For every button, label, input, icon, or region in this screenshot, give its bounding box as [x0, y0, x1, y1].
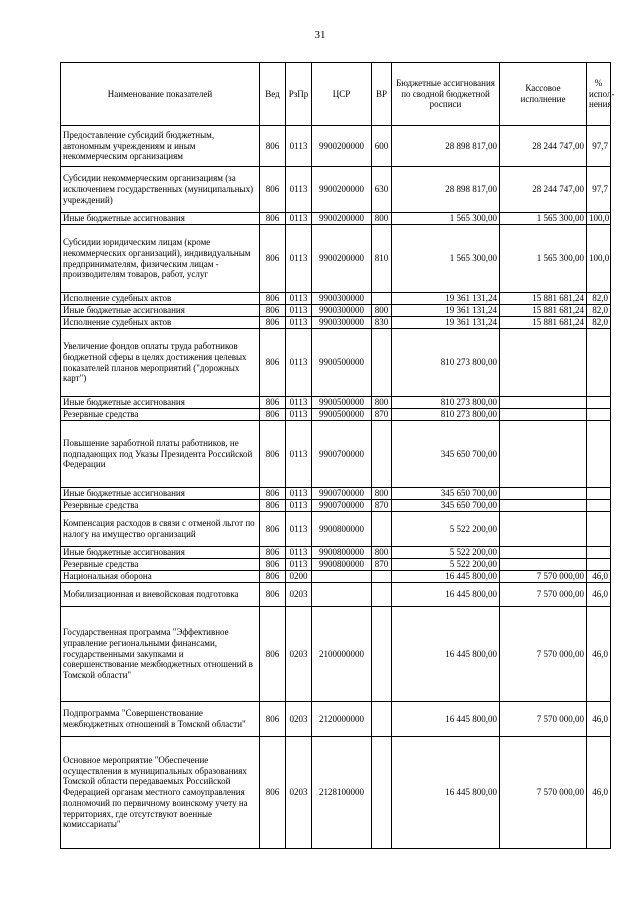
cell-rzpr: 0113 — [286, 397, 312, 409]
cell-rzpr: 0113 — [286, 500, 312, 512]
cell-name: Подпрограмма "Совершенствование межбюджетных отношений в Томской области" — [61, 702, 260, 737]
cell-ved: 806 — [260, 583, 286, 607]
cell-rzpr: 0113 — [286, 225, 312, 293]
cell-cash-execution: 1 565 300,00 — [500, 213, 587, 225]
cell-cash-execution: 7 570 000,00 — [500, 571, 587, 583]
cell-percent: 100,0 — [587, 213, 611, 225]
cell-ved: 806 — [260, 329, 286, 397]
cell-ved: 806 — [260, 737, 286, 849]
table-row — [61, 305, 611, 317]
cell-ved: 806 — [260, 293, 286, 305]
cell-percent: 46,0 — [587, 571, 611, 583]
cell-cash-execution: 7 570 000,00 — [500, 583, 587, 607]
header-name: Наименование показателей — [61, 63, 260, 126]
cell-percent — [587, 488, 611, 500]
cell-name: Субсидии юридическим лицам (кроме некоммерческих организаций), индивидуальным предпринимателям, физическим лицам - производителям товаров, работ, услуг — [61, 225, 260, 293]
cell-ved: 806 — [260, 559, 286, 571]
cell-name: Резервные средства — [61, 500, 260, 512]
cell-rzpr: 0203 — [286, 607, 312, 702]
cell-csr: 9900500000 — [312, 409, 372, 421]
cell-cash-execution — [500, 409, 587, 421]
cell-name: Мобилизационная и вневойсковая подготовка — [61, 583, 260, 607]
cell-allocations: 16 445 800,00 — [392, 702, 500, 737]
cell-vr — [372, 583, 392, 607]
cell-allocations: 1 565 300,00 — [392, 225, 500, 293]
cell-csr: 9900700000 — [312, 421, 372, 488]
cell-cash-execution — [500, 547, 587, 559]
cell-csr — [312, 583, 372, 607]
table-row — [61, 488, 611, 500]
cell-name: Исполнение судебных актов — [61, 293, 260, 305]
cell-allocations: 19 361 131,24 — [392, 293, 500, 305]
cell-name: Резервные средства — [61, 409, 260, 421]
cell-cash-execution — [500, 329, 587, 397]
cell-percent: 82,0 — [587, 317, 611, 329]
table-row — [61, 737, 611, 849]
cell-allocations: 810 273 800,00 — [392, 329, 500, 397]
cell-rzpr: 0203 — [286, 583, 312, 607]
cell-allocations: 28 898 817,00 — [392, 167, 500, 213]
cell-allocations: 810 273 800,00 — [392, 409, 500, 421]
cell-cash-execution: 15 881 681,24 — [500, 305, 587, 317]
cell-vr: 800 — [372, 213, 392, 225]
cell-allocations: 16 445 800,00 — [392, 571, 500, 583]
cell-allocations: 345 650 700,00 — [392, 488, 500, 500]
cell-csr: 9900500000 — [312, 397, 372, 409]
header-csr: ЦСР — [312, 63, 372, 126]
cell-csr — [312, 571, 372, 583]
cell-allocations: 5 522 200,00 — [392, 547, 500, 559]
table-row — [61, 225, 611, 293]
cell-vr — [372, 607, 392, 702]
cell-vr: 800 — [372, 305, 392, 317]
cell-rzpr: 0113 — [286, 167, 312, 213]
cell-cash-execution — [500, 559, 587, 571]
cell-vr: 800 — [372, 397, 392, 409]
cell-csr: 9900300000 — [312, 293, 372, 305]
table-row — [61, 583, 611, 607]
cell-csr: 2120000000 — [312, 702, 372, 737]
cell-cash-execution — [500, 488, 587, 500]
cell-name: Иные бюджетные ассигнования — [61, 488, 260, 500]
cell-allocations: 810 273 800,00 — [392, 397, 500, 409]
cell-allocations: 28 898 817,00 — [392, 126, 500, 167]
cell-cash-execution: 7 570 000,00 — [500, 702, 587, 737]
cell-rzpr: 0203 — [286, 702, 312, 737]
cell-name: Резервные средства — [61, 559, 260, 571]
cell-name: Основное мероприятие "Обеспечение осуществления в муниципальных образованиях Томской области передаваемых Российской Федерацией органам местного самоуправления полномочий по первичному воинскому учету на территориях, где отсутствуют военные комиссариаты" — [61, 737, 260, 849]
cell-rzpr: 0203 — [286, 737, 312, 849]
cell-percent — [587, 559, 611, 571]
cell-csr: 9900200000 — [312, 126, 372, 167]
cell-rzpr: 0113 — [286, 213, 312, 225]
cell-name: Субсидии некоммерческим организациям (за исключением государственных (муниципальных) учреждений) — [61, 167, 260, 213]
cell-vr: 630 — [372, 167, 392, 213]
table-row — [61, 512, 611, 547]
cell-cash-execution — [500, 421, 587, 488]
table-header-row — [61, 63, 611, 126]
cell-allocations: 16 445 800,00 — [392, 737, 500, 849]
cell-cash-execution: 7 570 000,00 — [500, 607, 587, 702]
cell-percent — [587, 329, 611, 397]
cell-csr: 2100000000 — [312, 607, 372, 702]
cell-vr: 870 — [372, 500, 392, 512]
cell-csr: 9900800000 — [312, 547, 372, 559]
table-row — [61, 607, 611, 702]
table-row — [61, 329, 611, 397]
cell-vr: 870 — [372, 559, 392, 571]
cell-ved: 806 — [260, 213, 286, 225]
cell-cash-execution — [500, 397, 587, 409]
table-row — [61, 500, 611, 512]
cell-ved: 806 — [260, 225, 286, 293]
cell-rzpr: 0113 — [286, 293, 312, 305]
table-row — [61, 702, 611, 737]
cell-rzpr: 0113 — [286, 329, 312, 397]
cell-allocations: 345 650 700,00 — [392, 500, 500, 512]
cell-allocations: 345 650 700,00 — [392, 421, 500, 488]
cell-name: Исполнение судебных актов — [61, 317, 260, 329]
header-cash-execution: Кассовое исполнение — [500, 63, 587, 126]
cell-vr — [372, 737, 392, 849]
cell-percent — [587, 512, 611, 547]
cell-ved: 806 — [260, 409, 286, 421]
cell-percent: 46,0 — [587, 737, 611, 849]
cell-percent — [587, 397, 611, 409]
cell-rzpr: 0113 — [286, 317, 312, 329]
cell-ved: 806 — [260, 512, 286, 547]
cell-vr — [372, 421, 392, 488]
header-rzpr: РзПр — [286, 63, 312, 126]
table-body — [61, 126, 611, 849]
cell-ved: 806 — [260, 126, 286, 167]
header-vr: ВР — [372, 63, 392, 126]
cell-name: Компенсация расходов в связи с отменой льгот по налогу на имущество организаций — [61, 512, 260, 547]
cell-ved: 806 — [260, 421, 286, 488]
cell-csr: 9900500000 — [312, 329, 372, 397]
cell-name: Национальная оборона — [61, 571, 260, 583]
cell-csr: 9900800000 — [312, 559, 372, 571]
table-row — [61, 421, 611, 488]
cell-rzpr: 0200 — [286, 571, 312, 583]
cell-csr: 9900200000 — [312, 225, 372, 293]
cell-percent — [587, 421, 611, 488]
cell-rzpr: 0113 — [286, 559, 312, 571]
cell-ved: 806 — [260, 607, 286, 702]
cell-allocations: 19 361 131,24 — [392, 317, 500, 329]
page-number: 31 — [314, 29, 326, 41]
cell-allocations: 5 522 200,00 — [392, 559, 500, 571]
cell-name: Предоставление субсидий бюджетным, автономным учреждениям и иным некоммерческим организациям — [61, 126, 260, 167]
cell-ved: 806 — [260, 547, 286, 559]
table-row — [61, 213, 611, 225]
cell-allocations: 5 522 200,00 — [392, 512, 500, 547]
cell-csr: 9900200000 — [312, 167, 372, 213]
cell-allocations: 19 361 131,24 — [392, 305, 500, 317]
cell-ved: 806 — [260, 488, 286, 500]
cell-rzpr: 0113 — [286, 421, 312, 488]
cell-ved: 806 — [260, 500, 286, 512]
cell-percent: 46,0 — [587, 607, 611, 702]
cell-name: Государственная программа "Эффективное управление региональными финансами, государственными закупками и совершенствование межбюджетных отношений в Томской области" — [61, 607, 260, 702]
budget-table — [60, 62, 615, 849]
cell-cash-execution: 15 881 681,24 — [500, 317, 587, 329]
cell-csr: 9900700000 — [312, 488, 372, 500]
cell-rzpr: 0113 — [286, 409, 312, 421]
cell-vr — [372, 512, 392, 547]
cell-percent: 82,0 — [587, 305, 611, 317]
cell-percent: 97,7 — [587, 126, 611, 167]
cell-percent — [587, 547, 611, 559]
cell-allocations: 16 445 800,00 — [392, 607, 500, 702]
cell-name: Иные бюджетные ассигнования — [61, 213, 260, 225]
cell-name: Увеличение фондов оплаты труда работников бюджетной сферы в целях достижения целевых показателей планов мероприятий ("дорожных карт") — [61, 329, 260, 397]
table-row — [61, 547, 611, 559]
cell-vr: 800 — [372, 488, 392, 500]
cell-cash-execution: 28 244 747,00 — [500, 167, 587, 213]
cell-ved: 806 — [260, 702, 286, 737]
cell-vr: 600 — [372, 126, 392, 167]
cell-percent: 97,7 — [587, 167, 611, 213]
cell-vr — [372, 329, 392, 397]
cell-rzpr: 0113 — [286, 305, 312, 317]
cell-cash-execution — [500, 512, 587, 547]
cell-csr: 9900300000 — [312, 305, 372, 317]
cell-vr: 810 — [372, 225, 392, 293]
cell-csr: 9900300000 — [312, 317, 372, 329]
table-row — [61, 167, 611, 213]
cell-percent: 82,0 — [587, 293, 611, 305]
table-row — [61, 559, 611, 571]
cell-cash-execution: 7 570 000,00 — [500, 737, 587, 849]
cell-cash-execution — [500, 500, 587, 512]
cell-rzpr: 0113 — [286, 547, 312, 559]
cell-rzpr: 0113 — [286, 126, 312, 167]
header-ved: Вед — [260, 63, 286, 126]
cell-csr: 2128100000 — [312, 737, 372, 849]
table-row — [61, 317, 611, 329]
cell-csr: 9900800000 — [312, 512, 372, 547]
cell-percent: 46,0 — [587, 702, 611, 737]
cell-name: Иные бюджетные ассигнования — [61, 397, 260, 409]
cell-name: Иные бюджетные ассигнования — [61, 547, 260, 559]
cell-vr — [372, 293, 392, 305]
cell-ved: 806 — [260, 571, 286, 583]
cell-vr — [372, 702, 392, 737]
header-allocations: Бюджетные ассигнования по сводной бюджетной росписи — [392, 63, 500, 126]
cell-name: Повышение заработной платы работников, не подпадающих под Указы Президента Российской Федерации — [61, 421, 260, 488]
cell-allocations: 1 565 300,00 — [392, 213, 500, 225]
cell-ved: 806 — [260, 317, 286, 329]
header-percent: % испол-нения — [587, 63, 611, 126]
cell-vr — [372, 571, 392, 583]
cell-csr: 9900700000 — [312, 500, 372, 512]
cell-csr: 9900200000 — [312, 213, 372, 225]
cell-cash-execution: 28 244 747,00 — [500, 126, 587, 167]
cell-vr: 870 — [372, 409, 392, 421]
cell-ved: 806 — [260, 167, 286, 213]
cell-cash-execution: 15 881 681,24 — [500, 293, 587, 305]
cell-ved: 806 — [260, 397, 286, 409]
table-row — [61, 397, 611, 409]
cell-rzpr: 0113 — [286, 512, 312, 547]
cell-percent — [587, 409, 611, 421]
cell-name: Иные бюджетные ассигнования — [61, 305, 260, 317]
cell-ved: 806 — [260, 305, 286, 317]
cell-vr: 800 — [372, 547, 392, 559]
table-row — [61, 409, 611, 421]
cell-percent: 100,0 — [587, 225, 611, 293]
table-row — [61, 126, 611, 167]
table-row — [61, 293, 611, 305]
cell-allocations: 16 445 800,00 — [392, 583, 500, 607]
cell-percent — [587, 500, 611, 512]
cell-rzpr: 0113 — [286, 488, 312, 500]
cell-cash-execution: 1 565 300,00 — [500, 225, 587, 293]
cell-vr: 830 — [372, 317, 392, 329]
cell-percent: 46,0 — [587, 583, 611, 607]
table-row — [61, 571, 611, 583]
